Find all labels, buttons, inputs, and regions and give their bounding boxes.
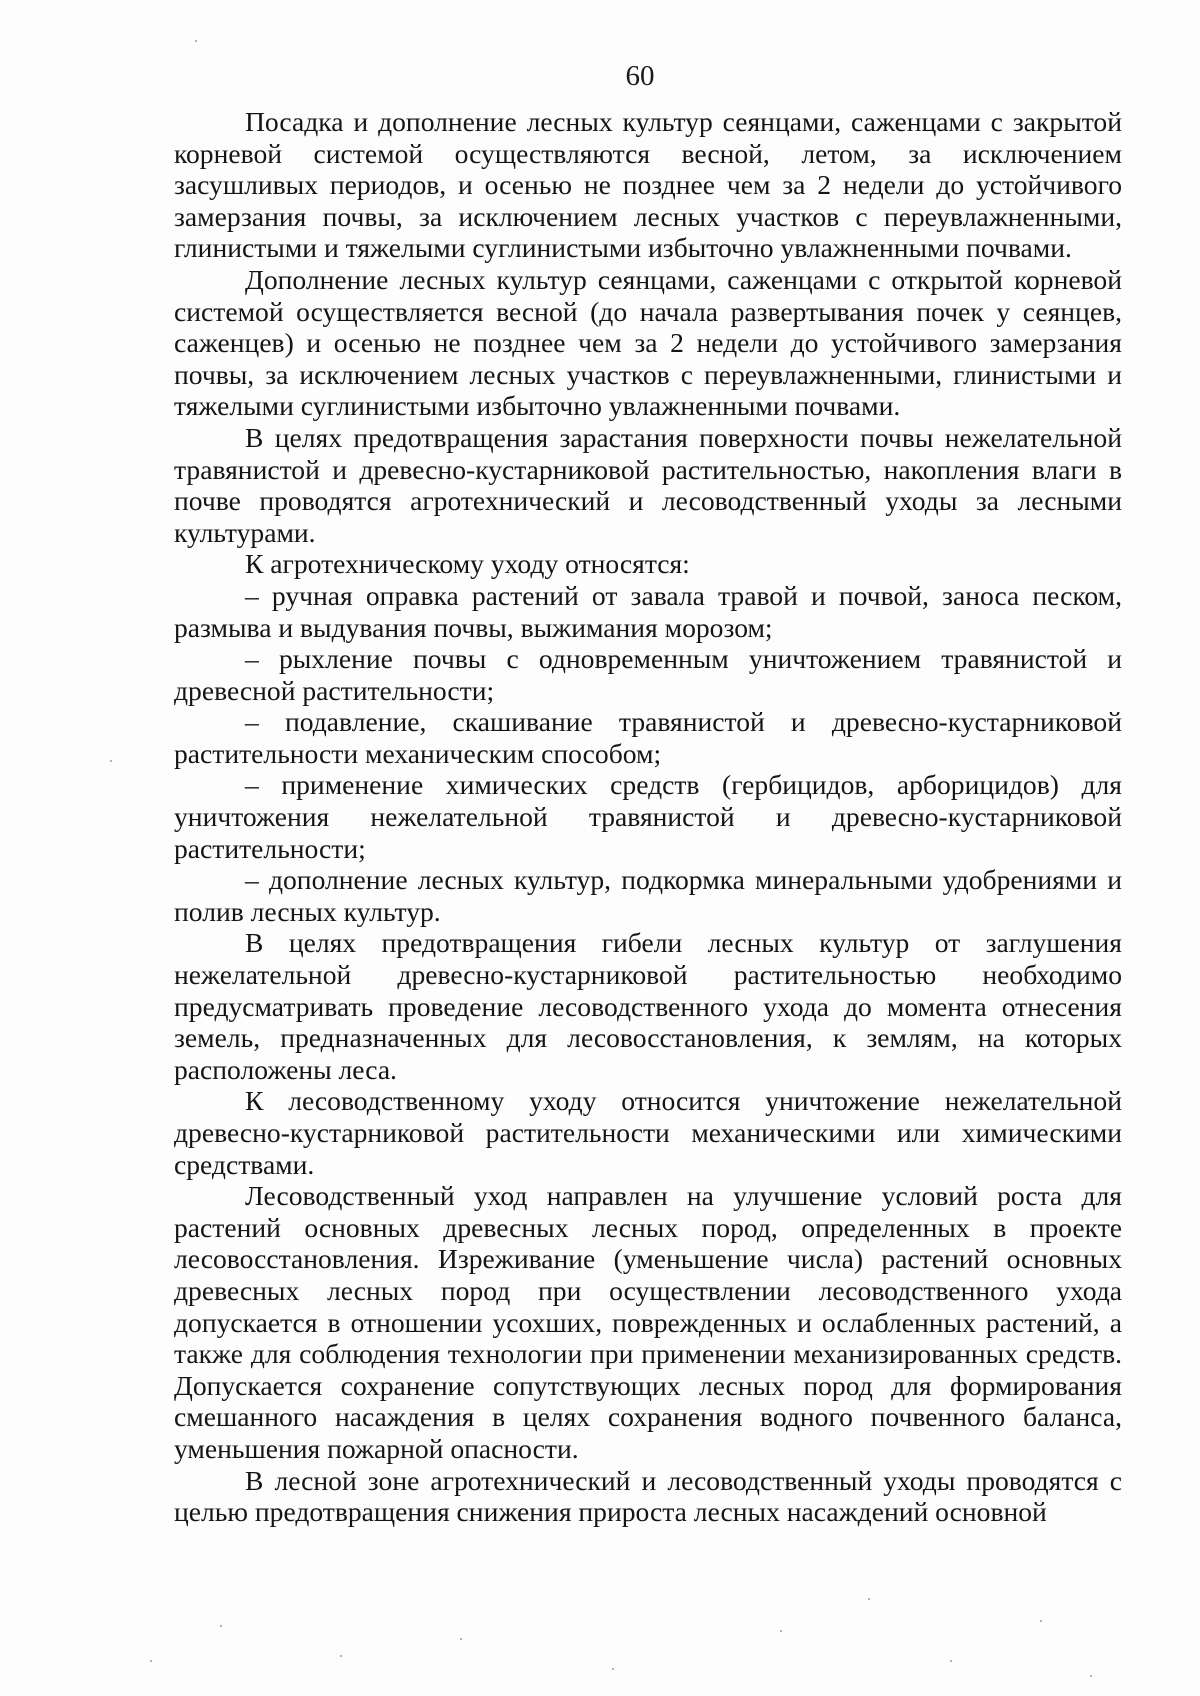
scan-speck bbox=[340, 1655, 342, 1657]
list-item-chemical-means: – применение химических средств (гербицидов, арборицидов) для уничтожения нежелательной травянистой и древесно-кустарниковой растительности; bbox=[174, 769, 1122, 864]
scan-speck bbox=[460, 1638, 462, 1640]
scan-speck bbox=[780, 1630, 782, 1632]
scan-speck bbox=[1090, 1675, 1092, 1677]
paragraph-planting-open-roots: Дополнение лесных культур сеянцами, саженцами с открытой корневой системой осуществляется весной (до начала развертывания почек у сеянцев, саженцев) и осенью не позднее чем за 2 недели до устойчивого замерзания почвы, за исключением лесных участков с переувлажненными, глинистыми и тяжелыми суглинистыми избыточно увлажненными почвами. bbox=[174, 263, 1122, 422]
scan-speck bbox=[220, 1625, 222, 1627]
scan-speck bbox=[612, 1668, 614, 1670]
paragraph-planting-closed-roots: Посадка и дополнение лесных культур сеянцами, саженцами с закрытой корневой системой осуществляются весной, летом, за исключением засушливых периодов, и осенью не позднее чем за 2 недели до устойчивого замерзания почвы, за исключением лесных участков с переувлажненными, глинистыми и тяжелыми суглинистыми избыточно увлажненными почвами. bbox=[174, 106, 1122, 264]
paragraph-forest-zone: В лесной зоне агротехнический и лесоводственный уходы проводятся с целью предотвращения снижения прироста лесных насаждений основной bbox=[174, 1464, 1122, 1528]
page-number: 60 bbox=[625, 60, 655, 92]
paragraph-prevent-suppression: В целях предотвращения гибели лесных культур от заглушения нежелательной древесно-кустарниковой растительностью необходимо предусматривать проведение лесоводственного ухода до момента отнесения земель, предназначенных для лесовосстановления, к землям, на которых расположены леса. bbox=[174, 927, 1122, 1085]
scan-speck bbox=[110, 760, 112, 762]
list-item-supplement-feeding: – дополнение лесных культур, подкормка минеральными удобрениями и полив лесных культур. bbox=[174, 864, 1122, 927]
scan-speck bbox=[1040, 1620, 1042, 1622]
scan-speck bbox=[150, 1660, 152, 1662]
list-item-manual-straightening: – ручная оправка растений от завала травой и почвой, заноса песком, размыва и выдувания почвы, выжимания морозом; bbox=[174, 579, 1122, 643]
paragraph-silvicultural-care-purpose: Лесоводственный уход направлен на улучшение условий роста для растений основных древесных лесных пород, определенных в проекте лесовосстановления. Изреживание (уменьшение числа) растений основных древесных лесных пород при осуществлении лесоводственного ухода допускается в отношении усохших, поврежденных и ослабленных растений, а также для соблюдения технологии при применении механизированных средств. Допускается сохранение сопутствующих лесных пород для формирования смешанного насаждения в целях сохранения водного почвенного баланса, уменьшения пожарной опасности. bbox=[174, 1180, 1122, 1464]
scan-speck bbox=[950, 1660, 952, 1662]
paragraph-agrotechnical-care-intro: К агротехническому уходу относятся: bbox=[245, 548, 690, 580]
paragraph-care-purpose: В целях предотвращения зарастания поверхности почвы нежелательной травянистой и древесно-кустарниковой растительностью, накопления влаги в почве проводятся агротехнический и лесоводственный уходы за лесными культурами. bbox=[174, 421, 1122, 548]
scan-speck bbox=[868, 1598, 870, 1600]
list-item-soil-loosening: – рыхление почвы с одновременным уничтожением травянистой и древесной растительности; bbox=[174, 643, 1122, 706]
list-item-mowing: – подавление, скашивание травянистой и древесно-кустарниковой растительности механическим способом; bbox=[174, 706, 1122, 769]
document-body bbox=[174, 106, 1122, 1528]
paragraph-silvicultural-care-definition: К лесоводственному уходу относится уничтожение нежелательной древесно-кустарниковой растительности механическими или химическими средствами. bbox=[174, 1085, 1122, 1180]
scan-speck bbox=[195, 40, 197, 42]
